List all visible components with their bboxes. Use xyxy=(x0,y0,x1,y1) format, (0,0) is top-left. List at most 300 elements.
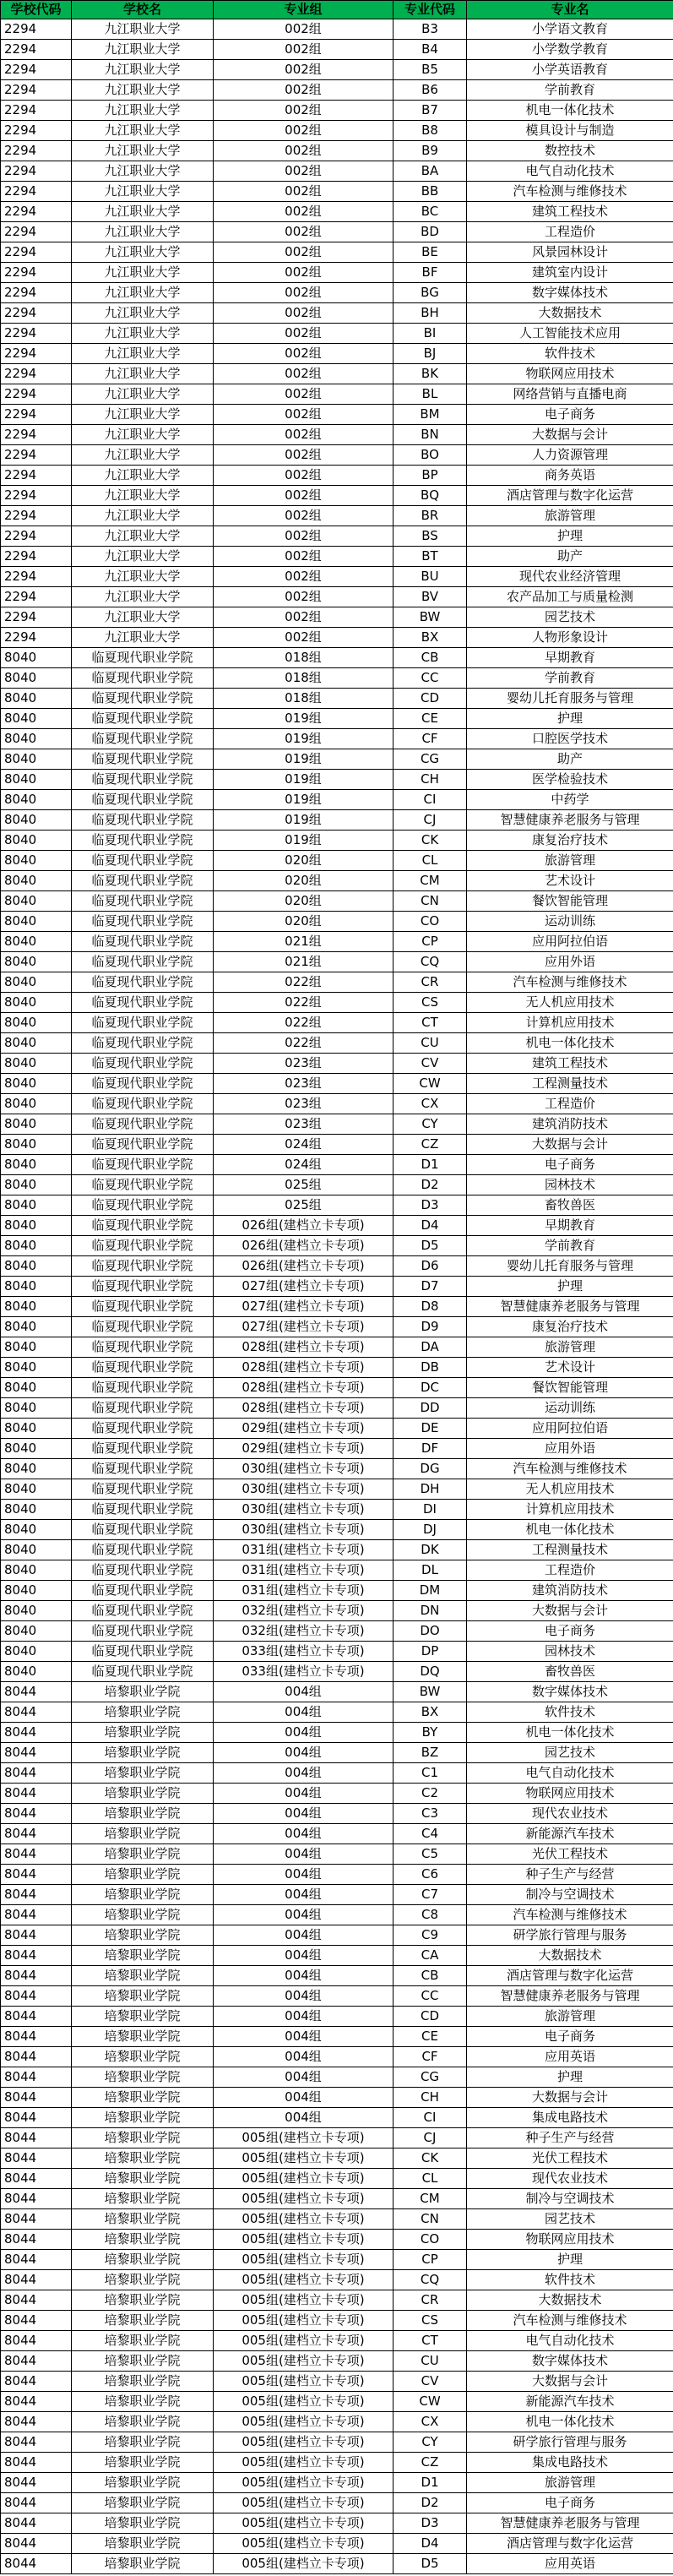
table-row xyxy=(1,60,673,80)
table-row xyxy=(1,506,673,526)
school-name-cell: 临夏现代职业学院 xyxy=(72,1419,214,1439)
major-name-cell: 光伏工程技术 xyxy=(467,2148,673,2169)
school-name-cell: 临夏现代职业学院 xyxy=(72,770,214,790)
major-group-cell: 022组 xyxy=(214,993,393,1013)
major-name-cell: 汽车检测与维修技术 xyxy=(467,1459,673,1479)
school-name-cell: 培黎职业学院 xyxy=(72,1784,214,1804)
school-code-cell: 8040 xyxy=(1,1662,72,1682)
major-group-cell: 020组 xyxy=(214,912,393,932)
major-code-cell: CS xyxy=(393,993,467,1013)
major-group-cell: 019组 xyxy=(214,831,393,851)
table-row xyxy=(1,141,673,161)
school-name-cell: 临夏现代职业学院 xyxy=(72,1074,214,1094)
major-code-cell: CQ xyxy=(393,952,467,972)
school-name-cell: 九江职业大学 xyxy=(72,40,214,60)
table-row xyxy=(1,324,673,344)
school-name-cell: 临夏现代职业学院 xyxy=(72,1398,214,1419)
major-code-cell: BQ xyxy=(393,486,467,506)
major-code-cell: DD xyxy=(393,1398,467,1419)
table-row xyxy=(1,2108,673,2128)
major-name-cell: 计算机应用技术 xyxy=(467,1013,673,1033)
school-name-cell: 九江职业大学 xyxy=(72,80,214,101)
major-name-cell: 中药学 xyxy=(467,790,673,810)
school-name-cell: 培黎职业学院 xyxy=(72,2148,214,2169)
school-code-cell: 8044 xyxy=(1,2331,72,2351)
major-code-cell: C7 xyxy=(393,1885,467,1905)
major-code-cell: CK xyxy=(393,831,467,851)
school-name-cell: 九江职业大学 xyxy=(72,324,214,344)
school-name-cell: 临夏现代职业学院 xyxy=(72,1337,214,1358)
table-row xyxy=(1,2148,673,2169)
major-code-cell: CA xyxy=(393,1946,467,1966)
table-row xyxy=(1,121,673,141)
major-name-cell: 电气自动化技术 xyxy=(467,161,673,182)
major-name-cell: 智慧健康养老服务与管理 xyxy=(467,1297,673,1317)
major-group-cell: 027组(建档立卡专项) xyxy=(214,1297,393,1317)
major-code-cell: C9 xyxy=(393,1925,467,1946)
school-code-cell: 8040 xyxy=(1,1236,72,1256)
school-name-cell: 临夏现代职业学院 xyxy=(72,790,214,810)
school-code-cell: 8040 xyxy=(1,709,72,729)
major-group-cell: 005组(建档立卡专项) xyxy=(214,2372,393,2392)
table-row xyxy=(1,2331,673,2351)
table-row xyxy=(1,2007,673,2027)
school-name-cell: 培黎职业学院 xyxy=(72,1824,214,1844)
school-code-cell: 8040 xyxy=(1,648,72,668)
major-group-cell: 002组 xyxy=(214,607,393,628)
major-group-cell: 024组 xyxy=(214,1135,393,1155)
major-group-cell: 004组 xyxy=(214,1763,393,1784)
school-code-cell: 8040 xyxy=(1,871,72,891)
major-code-cell: D9 xyxy=(393,1317,467,1337)
school-code-cell: 8040 xyxy=(1,1277,72,1297)
school-name-cell: 培黎职业学院 xyxy=(72,2088,214,2108)
table-row xyxy=(1,1763,673,1784)
major-code-cell: BD xyxy=(393,222,467,242)
major-name-cell: 集成电路技术 xyxy=(467,2453,673,2473)
table-row xyxy=(1,2432,673,2453)
major-name-cell: 光伏工程技术 xyxy=(467,1844,673,1865)
major-code-cell: DO xyxy=(393,1621,467,1642)
school-name-cell: 培黎职业学院 xyxy=(72,2493,214,2513)
table-row xyxy=(1,303,673,324)
school-code-cell: 8040 xyxy=(1,770,72,790)
table-row xyxy=(1,729,673,749)
school-code-cell: 8040 xyxy=(1,1459,72,1479)
major-group-cell: 002组 xyxy=(214,567,393,587)
table-row xyxy=(1,689,673,709)
table-row xyxy=(1,1033,673,1054)
major-group-cell: 005组(建档立卡专项) xyxy=(214,2169,393,2189)
major-name-cell: 集成电路技术 xyxy=(467,2108,673,2128)
school-code-cell: 8040 xyxy=(1,851,72,871)
table-row xyxy=(1,1419,673,1439)
major-code-cell: B7 xyxy=(393,101,467,121)
table-row xyxy=(1,1540,673,1560)
major-code-cell: DQ xyxy=(393,1662,467,1682)
major-name-cell: 护理 xyxy=(467,526,673,547)
table-row xyxy=(1,2412,673,2432)
school-name-cell: 临夏现代职业学院 xyxy=(72,1175,214,1195)
major-name-cell: 种子生产与经营 xyxy=(467,2128,673,2148)
school-name-cell: 临夏现代职业学院 xyxy=(72,851,214,871)
table-row xyxy=(1,1317,673,1337)
school-code-cell: 2294 xyxy=(1,121,72,141)
major-group-cell: 002组 xyxy=(214,121,393,141)
major-group-cell: 005组(建档立卡专项) xyxy=(214,2290,393,2311)
major-group-cell: 022组 xyxy=(214,972,393,993)
major-code-cell: C5 xyxy=(393,1844,467,1865)
major-name-cell: 汽车检测与维修技术 xyxy=(467,2311,673,2331)
school-code-cell: 2294 xyxy=(1,60,72,80)
school-name-cell: 培黎职业学院 xyxy=(72,2007,214,2027)
major-code-cell: B5 xyxy=(393,60,467,80)
major-group-cell: 032组(建档立卡专项) xyxy=(214,1621,393,1642)
school-code-cell: 2294 xyxy=(1,283,72,303)
school-name-cell: 临夏现代职业学院 xyxy=(72,1114,214,1135)
major-group-cell: 019组 xyxy=(214,709,393,729)
major-code-cell: CI xyxy=(393,790,467,810)
school-code-cell: 2294 xyxy=(1,466,72,486)
school-name-cell: 培黎职业学院 xyxy=(72,2067,214,2088)
school-code-cell: 8044 xyxy=(1,2108,72,2128)
school-code-cell: 2294 xyxy=(1,222,72,242)
major-group-cell: 031组(建档立卡专项) xyxy=(214,1581,393,1601)
school-name-cell: 临夏现代职业学院 xyxy=(72,1317,214,1337)
school-code-cell: 8044 xyxy=(1,1885,72,1905)
major-group-cell: 019组 xyxy=(214,770,393,790)
school-name-cell: 临夏现代职业学院 xyxy=(72,1216,214,1236)
major-code-cell: DE xyxy=(393,1419,467,1439)
major-code-cell: CP xyxy=(393,2250,467,2270)
major-name-cell: 建筑工程技术 xyxy=(467,1054,673,1074)
major-code-cell: CZ xyxy=(393,1135,467,1155)
major-name-cell: 机电一体化技术 xyxy=(467,1520,673,1540)
major-name-cell: 种子生产与经营 xyxy=(467,1865,673,1885)
school-name-cell: 培黎职业学院 xyxy=(72,1682,214,1702)
table-row xyxy=(1,2088,673,2108)
school-name-cell: 培黎职业学院 xyxy=(72,1925,214,1946)
school-code-cell: 8044 xyxy=(1,2432,72,2453)
major-name-cell: 大数据与会计 xyxy=(467,2088,673,2108)
header-row xyxy=(1,1,673,19)
major-group-cell: 020组 xyxy=(214,851,393,871)
school-code-cell: 8044 xyxy=(1,2169,72,2189)
major-name-cell: 建筑室内设计 xyxy=(467,263,673,283)
major-name-cell: 旅游管理 xyxy=(467,2007,673,2027)
major-name-cell: 康复治疗技术 xyxy=(467,1317,673,1337)
major-group-cell: 002组 xyxy=(214,384,393,405)
table-row xyxy=(1,19,673,40)
major-name-cell: 婴幼儿托育服务与管理 xyxy=(467,689,673,709)
major-code-cell: BX xyxy=(393,1702,467,1723)
school-code-cell: 8044 xyxy=(1,2351,72,2372)
school-name-cell: 九江职业大学 xyxy=(72,506,214,526)
table-row xyxy=(1,1094,673,1114)
school-code-cell: 2294 xyxy=(1,242,72,263)
table-row xyxy=(1,2513,673,2534)
table-row xyxy=(1,80,673,101)
table-row xyxy=(1,2047,673,2067)
school-code-cell: 8044 xyxy=(1,2189,72,2209)
major-code-cell: BE xyxy=(393,242,467,263)
major-name-cell: 学前教育 xyxy=(467,80,673,101)
major-code-cell: BB xyxy=(393,182,467,202)
header-school-name: 学校名 xyxy=(72,1,214,19)
major-group-cell: 027组(建档立卡专项) xyxy=(214,1317,393,1337)
major-name-cell: 旅游管理 xyxy=(467,2473,673,2493)
major-code-cell: CM xyxy=(393,2189,467,2209)
table-row xyxy=(1,1804,673,1824)
major-group-cell: 005组(建档立卡专项) xyxy=(214,2453,393,2473)
major-name-cell: 早期教育 xyxy=(467,648,673,668)
major-code-cell: D7 xyxy=(393,1277,467,1297)
major-code-cell: BC xyxy=(393,202,467,222)
school-code-cell: 8044 xyxy=(1,2067,72,2088)
major-code-cell: CB xyxy=(393,1966,467,1986)
major-code-cell: DH xyxy=(393,1479,467,1500)
major-code-cell: BO xyxy=(393,445,467,466)
major-name-cell: 酒店管理与数字化运营 xyxy=(467,486,673,506)
school-name-cell: 九江职业大学 xyxy=(72,466,214,486)
major-name-cell: 酒店管理与数字化运营 xyxy=(467,1966,673,1986)
school-name-cell: 九江职业大学 xyxy=(72,202,214,222)
school-name-cell: 培黎职业学院 xyxy=(72,2351,214,2372)
major-code-cell: CV xyxy=(393,2372,467,2392)
school-code-cell: 8044 xyxy=(1,2412,72,2432)
major-name-cell: 大数据与会计 xyxy=(467,1135,673,1155)
major-group-cell: 005组(建档立卡专项) xyxy=(214,2128,393,2148)
school-code-cell: 8040 xyxy=(1,891,72,912)
major-name-cell: 电气自动化技术 xyxy=(467,1763,673,1784)
major-name-cell: 机电一体化技术 xyxy=(467,101,673,121)
school-code-cell: 2294 xyxy=(1,303,72,324)
major-name-cell: 风景园林设计 xyxy=(467,242,673,263)
major-name-cell: 餐饮智能管理 xyxy=(467,891,673,912)
table-row xyxy=(1,1581,673,1601)
school-name-cell: 培黎职业学院 xyxy=(72,1966,214,1986)
school-name-cell: 培黎职业学院 xyxy=(72,2270,214,2290)
table-row xyxy=(1,101,673,121)
major-group-cell: 002组 xyxy=(214,526,393,547)
school-code-cell: 2294 xyxy=(1,80,72,101)
table-row xyxy=(1,1114,673,1135)
school-name-cell: 临夏现代职业学院 xyxy=(72,1236,214,1256)
school-name-cell: 培黎职业学院 xyxy=(72,2290,214,2311)
table-row xyxy=(1,1865,673,1885)
major-group-cell: 031组(建档立卡专项) xyxy=(214,1540,393,1560)
school-name-cell: 临夏现代职业学院 xyxy=(72,1277,214,1297)
major-name-cell: 建筑消防技术 xyxy=(467,1114,673,1135)
major-code-cell: BU xyxy=(393,567,467,587)
school-code-cell: 8040 xyxy=(1,1135,72,1155)
school-code-cell: 8040 xyxy=(1,831,72,851)
school-name-cell: 临夏现代职业学院 xyxy=(72,1054,214,1074)
major-name-cell: 模具设计与制造 xyxy=(467,121,673,141)
school-code-cell: 8044 xyxy=(1,2453,72,2473)
major-group-cell: 033组(建档立卡专项) xyxy=(214,1662,393,1682)
school-name-cell: 临夏现代职业学院 xyxy=(72,891,214,912)
school-code-cell: 8040 xyxy=(1,1195,72,1216)
major-code-cell: D5 xyxy=(393,1236,467,1256)
school-name-cell: 培黎职业学院 xyxy=(72,2108,214,2128)
major-group-cell: 004组 xyxy=(214,2088,393,2108)
school-code-cell: 8040 xyxy=(1,972,72,993)
school-code-cell: 8040 xyxy=(1,952,72,972)
school-code-cell: 8040 xyxy=(1,1378,72,1398)
school-code-cell: 8044 xyxy=(1,2270,72,2290)
major-code-cell: CY xyxy=(393,2432,467,2453)
school-name-cell: 临夏现代职业学院 xyxy=(72,1155,214,1175)
major-name-cell: 护理 xyxy=(467,2067,673,2088)
major-name-cell: 学前教育 xyxy=(467,1236,673,1256)
school-name-cell: 九江职业大学 xyxy=(72,161,214,182)
school-code-cell: 8044 xyxy=(1,1844,72,1865)
school-name-cell: 临夏现代职业学院 xyxy=(72,1540,214,1560)
school-code-cell: 8040 xyxy=(1,1642,72,1662)
major-code-cell: CO xyxy=(393,912,467,932)
school-code-cell: 2294 xyxy=(1,344,72,364)
major-code-cell: BY xyxy=(393,1723,467,1743)
major-group-cell: 004组 xyxy=(214,1966,393,1986)
major-code-cell: CC xyxy=(393,1986,467,2007)
major-group-cell: 002组 xyxy=(214,425,393,445)
major-group-cell: 005组(建档立卡专项) xyxy=(214,2311,393,2331)
table-row xyxy=(1,648,673,668)
major-code-cell: BX xyxy=(393,628,467,648)
table-row xyxy=(1,749,673,770)
table-row xyxy=(1,1074,673,1094)
table-row xyxy=(1,2493,673,2513)
school-code-cell: 2294 xyxy=(1,486,72,506)
major-group-cell: 020组 xyxy=(214,891,393,912)
school-name-cell: 培黎职业学院 xyxy=(72,2534,214,2554)
school-code-cell: 8040 xyxy=(1,1540,72,1560)
major-name-cell: 园林技术 xyxy=(467,1175,673,1195)
major-group-cell: 026组(建档立卡专项) xyxy=(214,1216,393,1236)
school-name-cell: 临夏现代职业学院 xyxy=(72,1500,214,1520)
school-name-cell: 培黎职业学院 xyxy=(72,2209,214,2230)
school-name-cell: 临夏现代职业学院 xyxy=(72,1013,214,1033)
school-code-cell: 2294 xyxy=(1,161,72,182)
major-code-cell: BI xyxy=(393,324,467,344)
major-code-cell: CC xyxy=(393,668,467,689)
major-group-cell: 004组 xyxy=(214,1824,393,1844)
school-name-cell: 临夏现代职业学院 xyxy=(72,912,214,932)
major-group-cell: 026组(建档立卡专项) xyxy=(214,1236,393,1256)
table-row xyxy=(1,384,673,405)
table-row xyxy=(1,2027,673,2047)
major-group-cell: 002组 xyxy=(214,182,393,202)
major-code-cell: CF xyxy=(393,729,467,749)
school-name-cell: 培黎职业学院 xyxy=(72,1723,214,1743)
major-code-cell: DP xyxy=(393,1642,467,1662)
school-name-cell: 培黎职业学院 xyxy=(72,2453,214,2473)
major-code-cell: CG xyxy=(393,2067,467,2088)
school-code-cell: 8040 xyxy=(1,1013,72,1033)
school-name-cell: 九江职业大学 xyxy=(72,222,214,242)
major-group-cell: 019组 xyxy=(214,729,393,749)
major-code-cell: CU xyxy=(393,1033,467,1054)
school-code-cell: 8040 xyxy=(1,1054,72,1074)
major-name-cell: 农产品加工与质量检测 xyxy=(467,587,673,607)
major-name-cell: 物联网应用技术 xyxy=(467,1784,673,1804)
school-code-cell: 8044 xyxy=(1,2088,72,2108)
major-name-cell: 商务英语 xyxy=(467,466,673,486)
table-row xyxy=(1,222,673,242)
table-row xyxy=(1,628,673,648)
major-name-cell: 人力资源管理 xyxy=(467,445,673,466)
school-name-cell: 九江职业大学 xyxy=(72,283,214,303)
major-group-cell: 005组(建档立卡专项) xyxy=(214,2392,393,2412)
school-code-cell: 2294 xyxy=(1,405,72,425)
school-code-cell: 2294 xyxy=(1,141,72,161)
major-group-cell: 022组 xyxy=(214,1033,393,1054)
table-row xyxy=(1,770,673,790)
major-code-cell: D3 xyxy=(393,2513,467,2534)
major-code-cell: CT xyxy=(393,1013,467,1033)
school-code-cell: 8044 xyxy=(1,1905,72,1925)
major-group-cell: 004组 xyxy=(214,2067,393,2088)
major-group-cell: 021组 xyxy=(214,952,393,972)
school-code-cell: 2294 xyxy=(1,263,72,283)
major-code-cell: B4 xyxy=(393,40,467,60)
major-group-cell: 004组 xyxy=(214,1723,393,1743)
major-code-cell: CH xyxy=(393,770,467,790)
major-name-cell: 建筑工程技术 xyxy=(467,202,673,222)
table-row xyxy=(1,993,673,1013)
school-code-cell: 8040 xyxy=(1,668,72,689)
school-code-cell: 8040 xyxy=(1,1317,72,1337)
school-name-cell: 培黎职业学院 xyxy=(72,2412,214,2432)
school-code-cell: 8044 xyxy=(1,2392,72,2412)
school-name-cell: 九江职业大学 xyxy=(72,242,214,263)
major-name-cell: 现代农业技术 xyxy=(467,2169,673,2189)
major-code-cell: BW xyxy=(393,1682,467,1702)
school-name-cell: 九江职业大学 xyxy=(72,263,214,283)
school-name-cell: 培黎职业学院 xyxy=(72,2027,214,2047)
school-code-cell: 8040 xyxy=(1,993,72,1013)
school-name-cell: 培黎职业学院 xyxy=(72,1865,214,1885)
major-name-cell: 畜牧兽医 xyxy=(467,1195,673,1216)
school-name-cell: 临夏现代职业学院 xyxy=(72,810,214,831)
major-group-cell: 004组 xyxy=(214,2027,393,2047)
table-row xyxy=(1,912,673,932)
table-row xyxy=(1,547,673,567)
table-row xyxy=(1,1216,673,1236)
school-code-cell: 8044 xyxy=(1,1824,72,1844)
table-row xyxy=(1,40,673,60)
major-name-cell: 大数据与会计 xyxy=(467,1601,673,1621)
major-group-cell: 004组 xyxy=(214,1905,393,1925)
table-row xyxy=(1,1520,673,1540)
school-code-cell: 8044 xyxy=(1,2128,72,2148)
school-name-cell: 临夏现代职业学院 xyxy=(72,952,214,972)
table-row xyxy=(1,2351,673,2372)
major-code-cell: D4 xyxy=(393,2534,467,2554)
major-name-cell: 餐饮智能管理 xyxy=(467,1378,673,1398)
major-name-cell: 大数据技术 xyxy=(467,2290,673,2311)
major-group-cell: 030组(建档立卡专项) xyxy=(214,1479,393,1500)
table-row xyxy=(1,790,673,810)
school-code-cell: 2294 xyxy=(1,547,72,567)
school-name-cell: 九江职业大学 xyxy=(72,121,214,141)
school-code-cell: 8040 xyxy=(1,1216,72,1236)
major-group-cell: 005组(建档立卡专项) xyxy=(214,2554,393,2574)
table-row xyxy=(1,851,673,871)
major-group-cell: 002组 xyxy=(214,506,393,526)
table-row xyxy=(1,1439,673,1459)
